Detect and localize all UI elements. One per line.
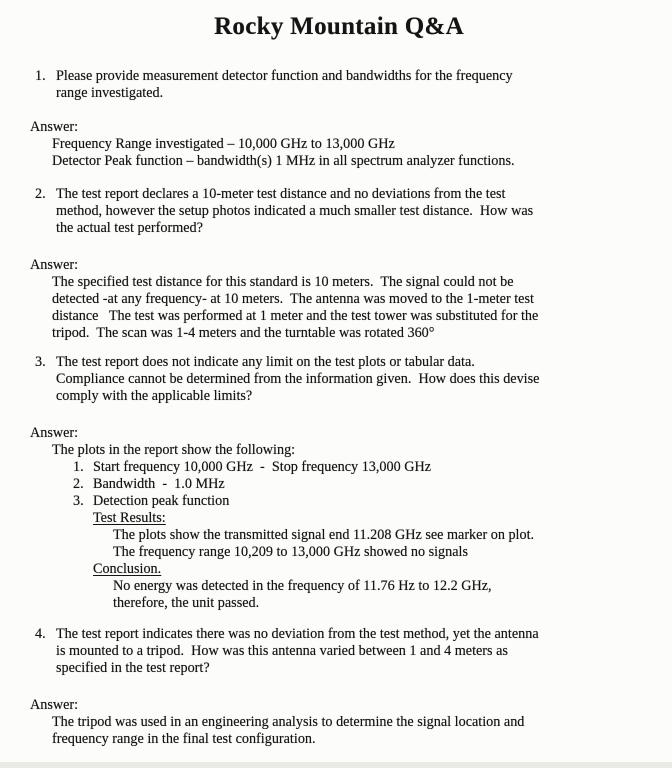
sub-item-number: 2. [73,476,84,492]
question-line: method, however the setup photos indicated a much smaller test distance. How was [56,203,534,219]
conclusion-line: therefore, the unit passed. [113,595,260,611]
question-line: Compliance cannot be determined from the information given. How does this devise [56,371,540,387]
question-number: 1. [35,68,46,84]
question-1 [30,68,648,102]
answer-line: Frequency Range investigated – 10,000 GHz to 13,000 GHz [52,136,395,152]
answer-line: Detector Peak function – bandwidth(s) 1 MHz in all spectrum analyzer functions. [52,153,515,169]
question-text [56,354,648,405]
sub-item-text: Bandwidth - 1.0 MHz [93,476,225,492]
question-line: the actual test performed? [56,220,203,236]
conclusion-line: No energy was detected in the frequency of 11.76 Hz to 12.2 GHz, [113,578,492,594]
answer-label: Answer: [30,119,79,135]
answer-line: The tripod was used in an engineering analysis to determine the signal location and [52,714,525,730]
sub-item-number: 1. [73,459,84,475]
answer-intro: The plots in the report show the following: [52,442,296,458]
question-line: Please provide measurement detector function and bandwidths for the frequency [56,68,513,84]
conclusion-body [113,578,648,612]
qa-item-1 [30,68,648,170]
scan-bottom-edge [0,762,672,768]
question-line: The test report indicates there was no deviation from the test method, yet the antenna [56,626,539,642]
sub-item-number: 3. [73,493,84,509]
answer-body [52,714,648,748]
sub-list-item [73,459,648,476]
question-line: specified in the test report? [56,660,210,676]
question-number: 3. [35,354,46,370]
answer-line: frequency range in the final test configuration. [52,731,316,747]
qa-item-3 [30,354,648,612]
question-text [56,186,648,237]
qa-item-2 [30,186,648,342]
answer-body [52,136,648,170]
question-line: comply with the applicable limits? [56,388,253,404]
question-number: 2. [35,186,46,202]
answer-line: The specified test distance for this standard is 10 meters. The signal could not be [52,274,514,290]
sub-list-item [73,493,648,510]
question-4 [30,626,648,677]
sub-item-text: Start frequency 10,000 GHz - Stop frequency 13,000 GHz [93,459,432,475]
test-results-heading: Test Results: [93,510,166,526]
question-text [56,626,648,677]
question-text [56,68,648,102]
question-line: range investigated. [56,85,164,101]
answer-line: distance The test was performed at 1 meter and the test tower was substituted for the [52,308,539,324]
answer-label: Answer: [30,425,79,441]
results-line: The frequency range 10,209 to 13,000 GHz showed no signals [113,544,468,560]
answer-label: Answer: [30,697,79,713]
question-3 [30,354,648,405]
test-results-body [113,527,648,561]
question-2 [30,186,648,237]
results-line: The plots show the transmitted signal end 11.208 GHz see marker on plot. [113,527,535,543]
qa-item-4 [30,626,648,748]
answer-line: detected -at any frequency- at 10 meters. The antenna was moved to the 1-meter test [52,291,534,307]
answer-body [52,274,648,342]
question-line: is mounted to a tripod. How was this antenna varied between 1 and 4 meters as [56,643,508,659]
sub-item-text: Detection peak function [93,493,230,509]
answer-line: tripod. The scan was 1-4 meters and the turntable was rotated 360° [52,325,435,341]
question-line: The test report does not indicate any limit on the test plots or tabular data. [56,354,475,370]
question-number: 4. [35,626,46,642]
sub-list-item [73,476,648,493]
question-line: The test report declares a 10-meter test distance and no deviations from the test [56,186,506,202]
conclusion-heading: Conclusion. [93,561,162,577]
answer-label: Answer: [30,257,79,273]
document-title: Rocky Mountain Q&A [214,13,464,40]
